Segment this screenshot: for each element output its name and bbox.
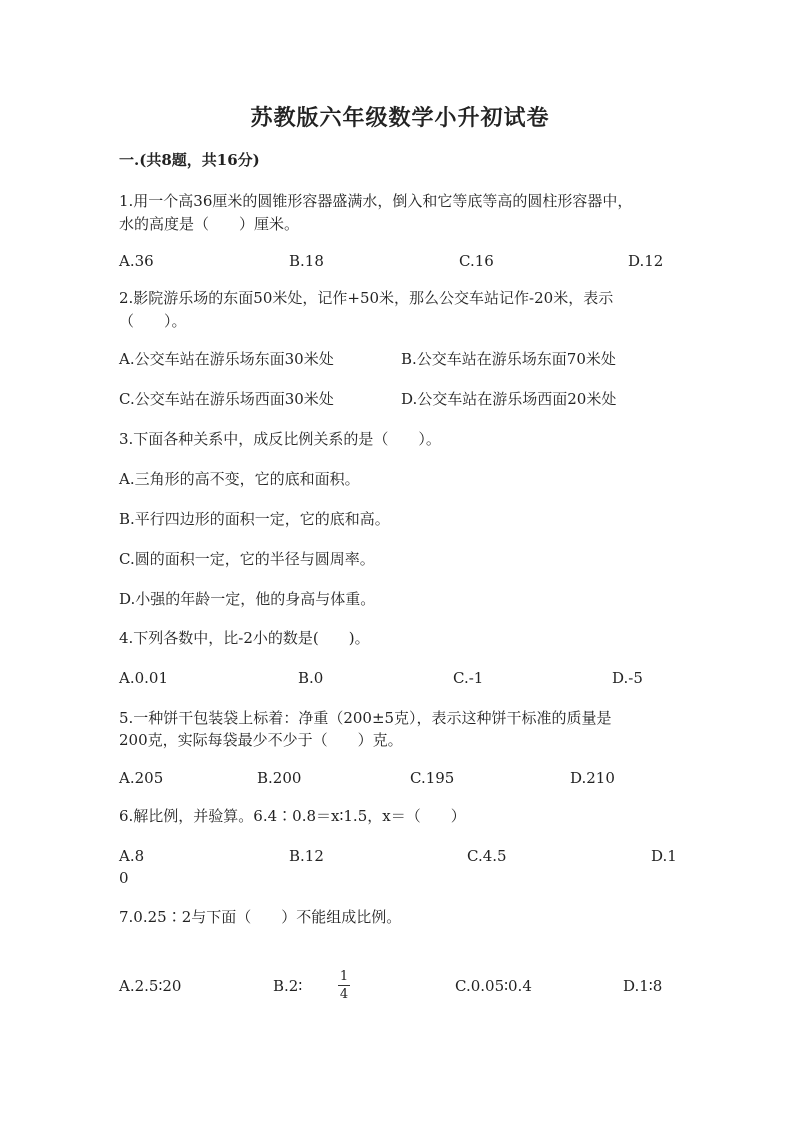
q2-option-a: A.公交车站在游乐场东面30米处 (119, 350, 334, 368)
q6-option-b: B.12 (289, 847, 324, 865)
q2-option-d: D.公交车站在游乐场西面20米处 (401, 390, 617, 408)
q7-option-c: C.0.05∶0.4 (455, 977, 532, 995)
q1-stem-line-1: 1.用一个高36厘米的圆锥形容器盛满水，倒入和它等底等高的圆柱形容器中， (119, 192, 633, 210)
q4-stem: 4.下列各数中，比-2小的数是( )。 (119, 629, 370, 647)
q7-stem: 7.0.25∶2与下面（ ）不能组成比例。 (119, 908, 402, 926)
q2-stem-line-1: 2.影院游乐场的东面50米处，记作+50米，那么公交车站记作-20米，表示 (119, 289, 614, 307)
q1-option-a: A.36 (119, 252, 154, 270)
q6-option-d-wrap: 0 (119, 869, 129, 887)
q5-option-a: A.205 (119, 769, 164, 787)
q7-fraction-denominator: 4 (339, 987, 349, 1002)
q7-option-a: A.2.5∶20 (119, 977, 182, 995)
q4-option-c: C.-1 (453, 669, 484, 687)
q1-stem-line-2: 水的高度是（ ）厘米。 (119, 215, 300, 233)
q6-option-c: C.4.5 (467, 847, 507, 865)
q6-option-a: A.8 (119, 847, 145, 865)
q3-option-c: C.圆的面积一定，它的半径与圆周率。 (119, 550, 375, 568)
q2-option-c: C.公交车站在游乐场西面30米处 (119, 390, 334, 408)
section-heading: 一.(共8题，共16分) (119, 151, 260, 169)
q5-stem-line-1: 5.一种饼干包装袋上标着：净重（200±5克），表示这种饼干标准的质量是 (119, 709, 612, 727)
q6-stem: 6.解比例，并验算。6.4∶0.8＝x∶1.5，x＝（ ） (119, 807, 466, 825)
q6-option-d: D.1 (651, 847, 677, 865)
q2-option-b: B.公交车站在游乐场东面70米处 (401, 350, 616, 368)
q2-stem-line-2: （ ）。 (119, 312, 187, 330)
q3-stem: 3.下面各种关系中，成反比例关系的是（ ）。 (119, 430, 441, 448)
q5-option-d: D.210 (570, 769, 615, 787)
q4-option-b: B.0 (298, 669, 324, 687)
q7-option-d: D.1∶8 (623, 977, 663, 995)
q3-option-a: A.三角形的高不变，它的底和面积。 (119, 470, 360, 488)
page-title: 苏教版六年级数学小升初试卷 (250, 105, 550, 131)
q3-option-b: B.平行四边形的面积一定，它的底和高。 (119, 510, 390, 528)
q4-option-d: D.-5 (612, 669, 643, 687)
q5-option-b: B.200 (257, 769, 302, 787)
q5-stem-line-2: 200克，实际每袋最少不少于（ ）克。 (119, 731, 403, 749)
q3-option-d: D.小强的年龄一定，他的身高与体重。 (119, 590, 376, 608)
q1-option-b: B.18 (289, 252, 324, 270)
q7-fraction-numerator: 1 (339, 969, 349, 984)
q7-option-b: B.2∶ (273, 977, 303, 995)
q5-option-c: C.195 (410, 769, 455, 787)
q1-option-c: C.16 (459, 252, 494, 270)
q7-fraction (338, 969, 350, 1002)
q1-option-d: D.12 (628, 252, 664, 270)
q4-option-a: A.0.01 (119, 669, 168, 687)
